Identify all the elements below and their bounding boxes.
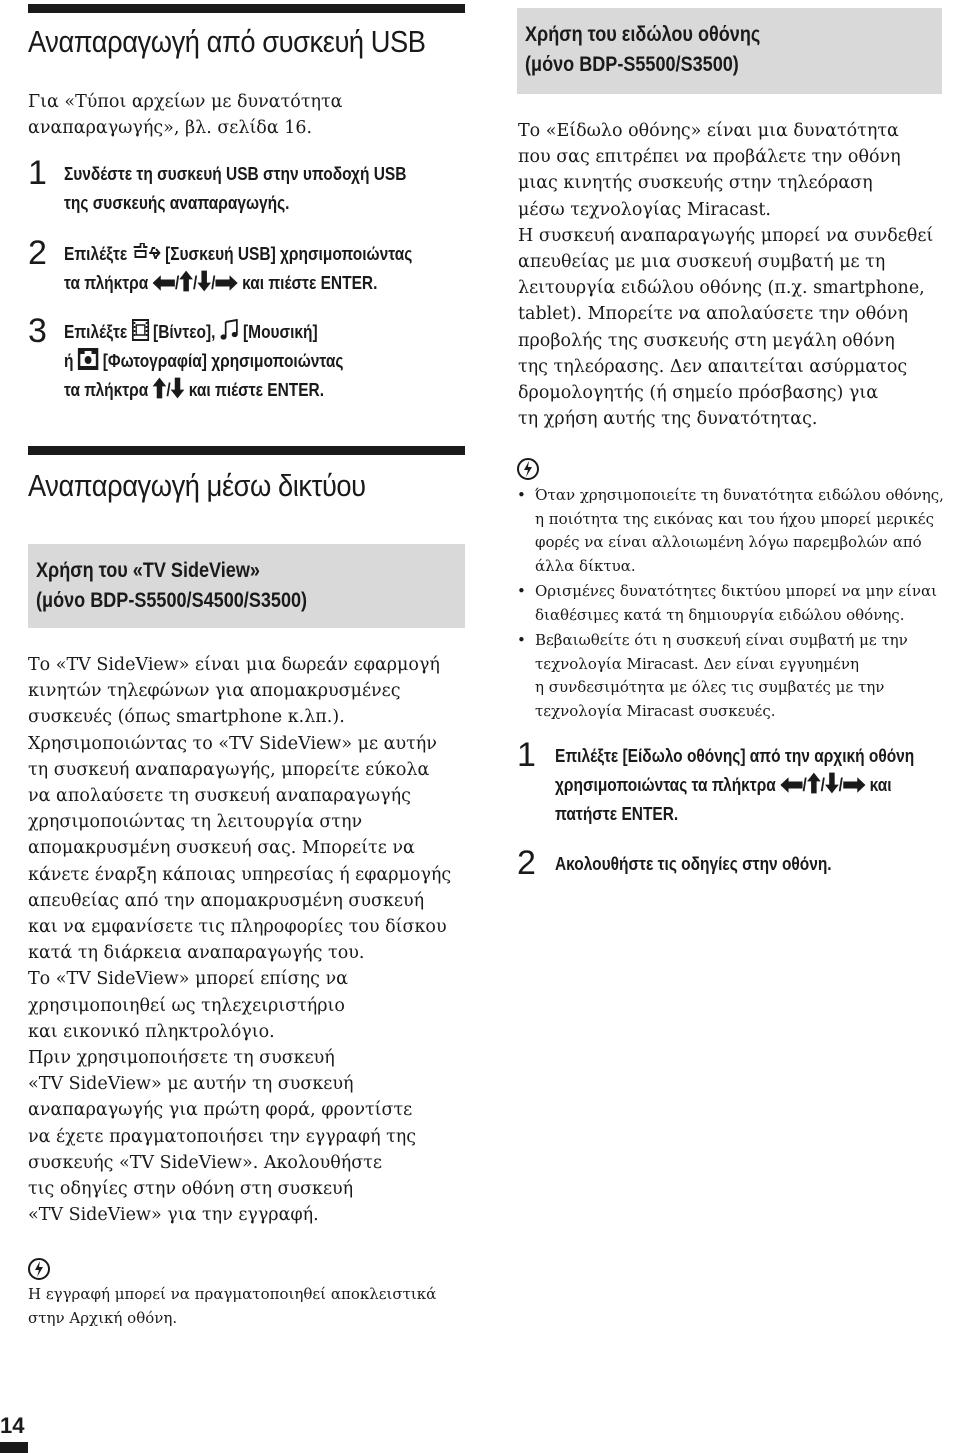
- step-word: [Βίντεο],: [153, 322, 216, 342]
- step-word: Επιλέξτε: [64, 244, 128, 264]
- step-number: 2: [517, 844, 536, 882]
- arrow-up-icon: [179, 270, 193, 292]
- box-title-line: Χρήση του ειδώλου οθόνης: [525, 23, 761, 46]
- note-line: διαθέσιμες κατά τη δημιουργία ειδώλου οθόνης.: [535, 605, 905, 624]
- text-line: απευθείας με μια συσκευή συμβατή με τη: [518, 252, 886, 273]
- usb-step-3: [28, 312, 468, 408]
- box-title-line: (μόνο BDP-S5500/S4500/S3500): [36, 589, 308, 612]
- step-word: ή: [64, 351, 74, 371]
- note-icon: [517, 458, 539, 480]
- arrow-left-icon: [153, 274, 175, 292]
- step-line: Ακολουθήστε τις οδηγίες στην οθόνη.: [555, 854, 832, 874]
- text-line: κάνετε έναρξη κάποιας υπηρεσίας ή εφαρμογής: [28, 864, 452, 885]
- note-line: φορές να είναι αλλοιωμένη λόγω παρεμβολών από: [535, 533, 922, 551]
- text-line: κατά τη διάρκεια αναπαραγωγής του.: [28, 943, 365, 964]
- text-line: που σας επιτρέπει να προβάλετε την οθόνη: [518, 147, 901, 168]
- mirroring-notes: [517, 484, 947, 725]
- text-line: μέσω τεχνολογίας Miracast.: [518, 199, 771, 220]
- note-icon: [28, 1258, 50, 1280]
- tv-sideview-heading-box: [28, 544, 465, 628]
- text-line: να απολαύσετε τη συσκευή αναπαραγωγής: [28, 786, 411, 807]
- text-line: απευθείας από την απομακρυσμένη συσκευή: [28, 890, 425, 911]
- step-word: χρησιμοποιώντας τα πλήκτρα: [555, 775, 776, 795]
- film-icon: [132, 319, 149, 341]
- text-line: αναπαραγωγής για πρώτη φορά, φροντίστε: [28, 1100, 413, 1121]
- usb-intro: [28, 89, 343, 141]
- text-line: και εικονικό πληκτρολόγιο.: [28, 1021, 275, 1042]
- note-item: [517, 629, 947, 723]
- text-line: και να εμφανίσετε τις πληροφορίες του δίσκου: [28, 917, 447, 938]
- usb-section-title: Αναπαραγωγή από συσκευή USB: [28, 24, 426, 59]
- text-line: συσκευές (όπως smartphone κ.λπ.).: [28, 707, 345, 728]
- step-line: πατήστε ENTER.: [555, 804, 679, 824]
- mirroring-heading-box: [517, 8, 942, 94]
- note-item: [517, 580, 947, 627]
- slash: /: [166, 380, 171, 400]
- tv-sideview-description: [28, 652, 468, 1228]
- note-line: τεχνολογία Miracast συσκευές.: [535, 701, 776, 720]
- step-line: Συνδέστε τη συσκευή USB στην υποδοχή USB: [64, 164, 407, 184]
- step-text: [555, 742, 914, 829]
- note-line: Ορισμένες δυνατότητες δικτύου μπορεί να μην είναι: [535, 582, 937, 600]
- text-line: απομακρυσμένη συσκευή σας. Μπορείτε να: [28, 838, 415, 859]
- slash: /: [211, 273, 216, 293]
- step-word: [Μουσική]: [243, 322, 318, 342]
- text-line: Το «TV SideView» είναι μια δωρεάν εφαρμογή: [28, 655, 440, 675]
- text-line: συσκευής «TV SideView». Ακολουθήστε: [28, 1152, 382, 1173]
- mirroring-step-1: [517, 736, 957, 832]
- text-line: χρησιμοποιηθεί ως τηλεχειριστήριο: [28, 995, 345, 1016]
- arrow-up-icon: [807, 772, 821, 794]
- text-line: μιας κινητής συσκευής στην τηλεόραση: [518, 173, 873, 194]
- step-text: [64, 318, 343, 405]
- text-line: tablet). Μπορείτε να απολαύσετε την οθόνη: [518, 304, 908, 325]
- note-line: άλλα δίκτυα.: [535, 556, 636, 575]
- step-word: [Φωτογραφία] χρησιμοποιώντας: [102, 351, 344, 371]
- usb-intro-line: Για «Τύποι αρχείων με δυνατότητα: [28, 92, 343, 112]
- step-word: τα πλήκτρα: [64, 273, 149, 293]
- step-number: 3: [28, 312, 47, 350]
- text-line: Το «TV SideView» μπορεί επίσης να: [28, 969, 348, 990]
- text-line: Το «Είδωλο οθόνης» είναι μια δυνατότητα: [518, 121, 899, 141]
- note-line: Όταν χρησιμοποιείτε τη δυνατότητα ειδώλου οθόνης,: [535, 486, 944, 504]
- step-text: [64, 240, 412, 298]
- arrow-up-icon: [153, 377, 167, 399]
- music-note-icon: [220, 319, 239, 341]
- text-line: δρομολογητής (ή σημείο πρόσβασης) για: [518, 383, 879, 404]
- step-line: Επιλέξτε [Είδωλο οθόνης] από την αρχική οθόνη: [555, 746, 915, 766]
- step-line: της συσκευής αναπαραγωγής.: [64, 193, 290, 213]
- mirroring-heading: [525, 20, 760, 80]
- slash: /: [193, 273, 198, 293]
- text-line: λειτουργία ειδώλου οθόνης (π.χ. smartphone,: [518, 278, 925, 299]
- text-line: τη συσκευή αναπαραγωγής, μπορείτε εύκολα: [28, 759, 430, 780]
- step-number: 2: [28, 234, 47, 272]
- step-text: [555, 850, 832, 879]
- box-title-line: Χρήση του «TV SideView»: [36, 559, 260, 582]
- step-word: και: [869, 775, 892, 795]
- arrow-left-icon: [780, 776, 802, 794]
- mirroring-step-2: [517, 844, 957, 886]
- text-line: κινητών τηλεφώνων για απομακρυσμένες: [28, 681, 401, 702]
- arrow-down-icon: [197, 270, 211, 292]
- slash: /: [174, 273, 180, 293]
- slash: /: [820, 775, 825, 795]
- usb-icon: [132, 243, 161, 263]
- note-line: Η εγγραφή μπορεί να πραγματοποιηθεί αποκλειστικά: [28, 1285, 437, 1303]
- tv-sideview-heading: [36, 556, 307, 616]
- text-line: της τηλεόρασης. Δεν απαιτείται ασύρματος: [518, 356, 908, 377]
- text-line: τη χρήση αυτής της δυνατότητας.: [518, 409, 818, 430]
- slash: /: [802, 775, 807, 795]
- page-number: 14: [0, 1413, 25, 1438]
- step-number: 1: [28, 154, 47, 192]
- step-word: Επιλέξτε: [64, 322, 128, 342]
- section-rule-usb: [28, 4, 465, 13]
- note-line: τεχνολογία Miracast. Δεν είναι εγγυημένη: [535, 654, 859, 673]
- text-line: «TV SideView» με αυτήν τη συσκευή: [28, 1074, 354, 1095]
- page-number-bar: [0, 1442, 28, 1453]
- usb-intro-line: αναπαραγωγής», βλ. σελίδα 16.: [28, 118, 313, 139]
- section-rule-network: [28, 446, 465, 455]
- network-section-title: Αναπαραγωγή μέσω δικτύου: [28, 468, 366, 503]
- step-word: τα πλήκτρα: [64, 380, 149, 400]
- text-line: Χρησιμοποιώντας το «TV SideView» με αυτήν: [28, 733, 437, 754]
- usb-step-2: [28, 234, 468, 300]
- step-word: [Συσκευή USB] χρησιμοποιώντας: [165, 244, 413, 264]
- text-line: να έχετε πραγματοποιήσει την εγγραφή της: [28, 1126, 417, 1147]
- arrow-down-icon: [171, 377, 185, 399]
- camera-icon: [78, 348, 99, 370]
- text-line: χρησιμοποιώντας τη λειτουργία στην: [28, 812, 363, 833]
- arrow-right-icon: [215, 274, 237, 292]
- note-line: Βεβαιωθείτε ότι η συσκευή είναι συμβατή με την: [535, 631, 908, 649]
- text-line: Πριν χρησιμοποιήσετε τη συσκευή: [28, 1048, 335, 1069]
- note-line: στην Αρχική οθόνη.: [28, 1308, 178, 1327]
- note-line: η ποιότητα της εικόνας και του ήχου μπορεί μερικές: [535, 509, 934, 528]
- step-text: [64, 160, 406, 218]
- text-line: προβολής της συσκευής στη μεγάλη οθόνη: [518, 330, 895, 351]
- mirroring-description: [518, 118, 948, 432]
- arrow-down-icon: [825, 772, 839, 794]
- note-line: η συνδεσιμότητα με όλες τις συμβατές με την: [535, 678, 885, 696]
- usb-step-1: [28, 154, 468, 220]
- step-number: 1: [517, 736, 536, 774]
- tv-sideview-note: [28, 1283, 436, 1330]
- text-line: Η συσκευή αναπαραγωγής μπορεί να συνδεθεί: [518, 225, 934, 246]
- arrow-right-icon: [843, 776, 865, 794]
- slash: /: [838, 775, 843, 795]
- note-item: [517, 484, 947, 578]
- step-word: και πιέστε ENTER.: [188, 380, 325, 400]
- text-line: «TV SideView» για την εγγραφή.: [28, 1205, 319, 1226]
- text-line: τις οδηγίες στην οθόνη στη συσκευή: [28, 1179, 354, 1200]
- step-word: και πιέστε ENTER.: [242, 273, 378, 293]
- box-title-line: (μόνο BDP-S5500/S3500): [525, 53, 739, 76]
